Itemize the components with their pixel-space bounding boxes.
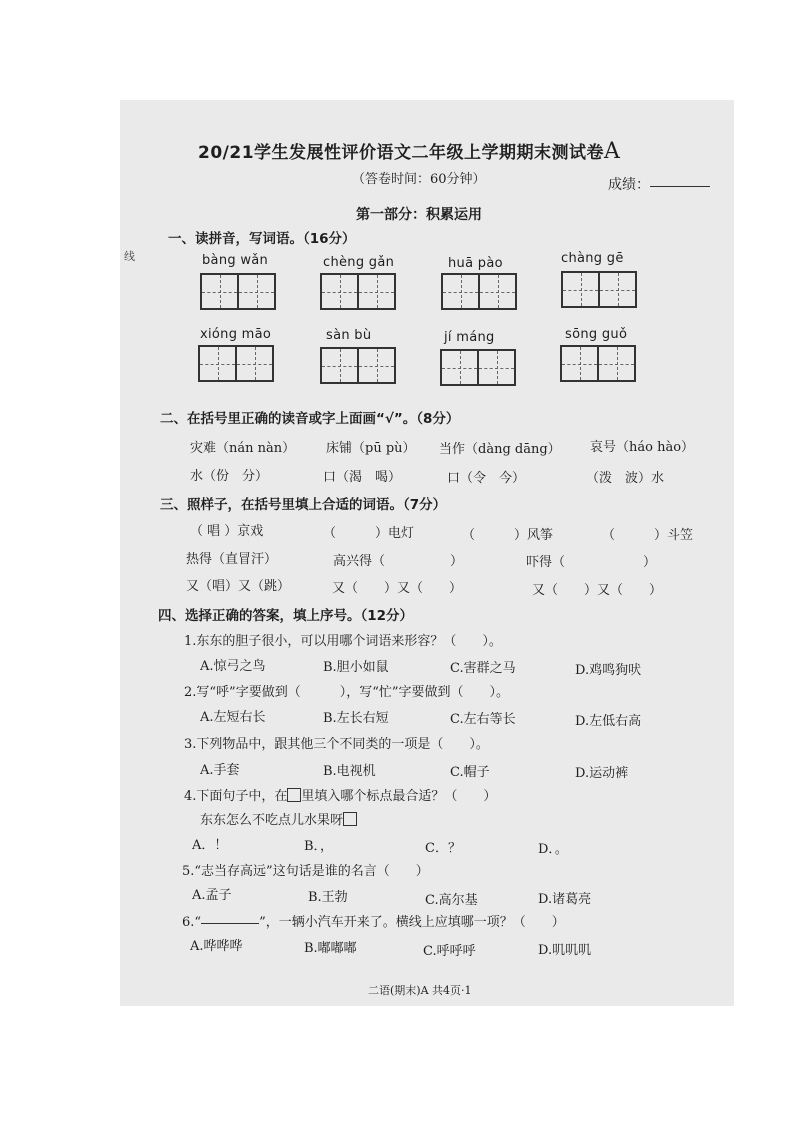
exam-title xyxy=(198,138,620,164)
q4-stem-part: 4.下面句子中，在 xyxy=(184,789,288,804)
q2-item[interactable]: 口（令 今） xyxy=(447,471,526,486)
q3-blank[interactable]: 又（ ）又（ ） xyxy=(532,583,663,598)
option[interactable]: C.左右等长 xyxy=(450,712,516,727)
q2-item[interactable]: 哀号（háo hào） xyxy=(590,440,695,455)
option[interactable]: C.害群之马 xyxy=(450,661,516,676)
q2-item[interactable]: 床铺（pū pù） xyxy=(326,441,416,456)
writing-grid[interactable] xyxy=(320,273,396,310)
pinyin: sōng guǒ xyxy=(565,327,628,342)
q3-item: 热得（直冒汗） xyxy=(186,552,278,567)
option[interactable]: C.高尔基 xyxy=(425,893,478,908)
pinyin: bàng wǎn xyxy=(202,253,269,268)
option[interactable]: D．。 xyxy=(538,842,568,857)
option[interactable]: A.惊弓之鸟 xyxy=(200,659,266,674)
punctuation-box-icon xyxy=(287,788,301,802)
sentence-text: 东东怎么不吃点儿水果呀 xyxy=(200,813,344,828)
q4-stem-part: 6.“ xyxy=(182,915,202,930)
q3-item: 又（唱）又（跳） xyxy=(186,579,291,594)
exam-title-text: 20/21学生发展性评价语文二年级上学期期末测试卷 xyxy=(198,143,605,163)
exam-title-mark: A xyxy=(604,139,621,164)
score-field xyxy=(608,174,710,194)
option[interactable]: B.电视机 xyxy=(323,764,376,779)
pinyin: chàng gē xyxy=(561,251,624,266)
q3-blank[interactable]: （ ）电灯 xyxy=(323,526,415,541)
q2-heading: 二、在括号里正确的读音或字上面画“√”。（8分） xyxy=(160,411,460,427)
option[interactable]: A.手套 xyxy=(200,763,240,778)
writing-grid[interactable] xyxy=(560,345,636,382)
pinyin: chèng gǎn xyxy=(323,255,395,270)
writing-grid[interactable] xyxy=(320,347,396,384)
option[interactable]: A.左短右长 xyxy=(200,710,266,725)
option[interactable]: B.胆小如鼠 xyxy=(323,660,389,675)
q1-heading: 一、读拼音，写词语。（16分） xyxy=(168,231,356,247)
pinyin: sàn bù xyxy=(326,328,372,343)
exam-paper xyxy=(120,100,734,1006)
writing-grid[interactable] xyxy=(198,345,274,382)
q3-item: （ 唱 ）京戏 xyxy=(190,524,264,539)
score-label: 成绩： xyxy=(608,177,650,193)
score-blank[interactable] xyxy=(650,186,710,187)
q4-stem-part: ”，一辆小汽车开来了。横线上应填哪一项？（ ） xyxy=(259,915,565,930)
q4-stem: 5.“志当存高远”这句话是谁的名言（ ） xyxy=(182,864,429,879)
option[interactable]: B.王勃 xyxy=(308,890,348,905)
part-heading: 第一部分：积累运用 xyxy=(356,207,482,223)
q4-stem: 3.下列物品中，跟其他三个不同类的一项是（ ）。 xyxy=(184,737,489,752)
page-footer: 二语(期末)A 共4页·1 xyxy=(368,984,472,997)
q4-stem xyxy=(182,911,565,930)
q4-stem: 1.东东的胆子很小，可以用哪个词语来形容？（ ）。 xyxy=(184,634,502,649)
option[interactable]: B．， xyxy=(304,839,334,854)
q3-blank[interactable]: 吓得（ ） xyxy=(526,555,657,570)
answer-blank[interactable] xyxy=(201,923,259,924)
option[interactable]: B.左长右短 xyxy=(323,711,389,726)
q3-blank[interactable]: （ ）斗笠 xyxy=(602,528,694,543)
q3-blank[interactable]: （ ）风筝 xyxy=(462,528,554,543)
pinyin: jí máng xyxy=(444,330,495,345)
binding-line-char: 线 xyxy=(124,250,135,263)
option[interactable]: D.鸡鸣狗吠 xyxy=(575,663,642,678)
pinyin: huā pào xyxy=(448,256,503,271)
q2-item[interactable]: 水（份 分） xyxy=(190,469,269,484)
q2-item[interactable]: （泼 波）水 xyxy=(586,471,665,486)
option[interactable]: D.左低右高 xyxy=(575,714,642,729)
option[interactable]: A.孟子 xyxy=(192,888,232,903)
q4-heading: 四、选择正确的答案，填上序号。（12分） xyxy=(158,608,414,624)
q3-blank[interactable]: 又（ ）又（ ） xyxy=(332,581,463,596)
punctuation-box-icon[interactable] xyxy=(343,812,357,826)
q2-item[interactable]: 口（渴 喝） xyxy=(323,470,402,485)
option[interactable]: C.呼呼呼 xyxy=(423,944,476,959)
option[interactable]: D.诸葛亮 xyxy=(538,892,592,907)
q3-heading: 三、照样子，在括号里填上合适的词语。（7分） xyxy=(160,497,447,513)
q4-stem xyxy=(184,785,496,804)
q4-stem: 2.写“呼”字要做到（ ），写“忙”字要做到（ ）。 xyxy=(184,685,509,700)
option[interactable]: D.运动裤 xyxy=(575,766,629,781)
writing-grid[interactable] xyxy=(200,273,276,310)
pinyin: xióng māo xyxy=(200,327,272,342)
option[interactable]: D.叽叽叽 xyxy=(538,943,592,958)
writing-grid[interactable] xyxy=(441,273,517,310)
q4-stem-part: 里填入哪个标点最合适？（ ） xyxy=(301,789,497,804)
option[interactable]: A．！ xyxy=(192,838,228,853)
q2-item[interactable]: 灾难（nán nàn） xyxy=(190,441,296,456)
writing-grid[interactable] xyxy=(561,271,637,308)
q2-item[interactable]: 当作（dàng dāng） xyxy=(439,442,561,457)
q4-sentence xyxy=(200,809,357,828)
option[interactable]: C.帽子 xyxy=(450,765,490,780)
writing-grid[interactable] xyxy=(440,349,516,386)
option[interactable]: B.嘟嘟嘟 xyxy=(304,941,357,956)
exam-time: （答卷时间：60分钟） xyxy=(352,172,486,187)
option[interactable]: C．？ xyxy=(425,841,461,856)
q3-blank[interactable]: 高兴得（ ） xyxy=(333,554,464,569)
option[interactable]: A.哗哗哗 xyxy=(190,939,243,954)
